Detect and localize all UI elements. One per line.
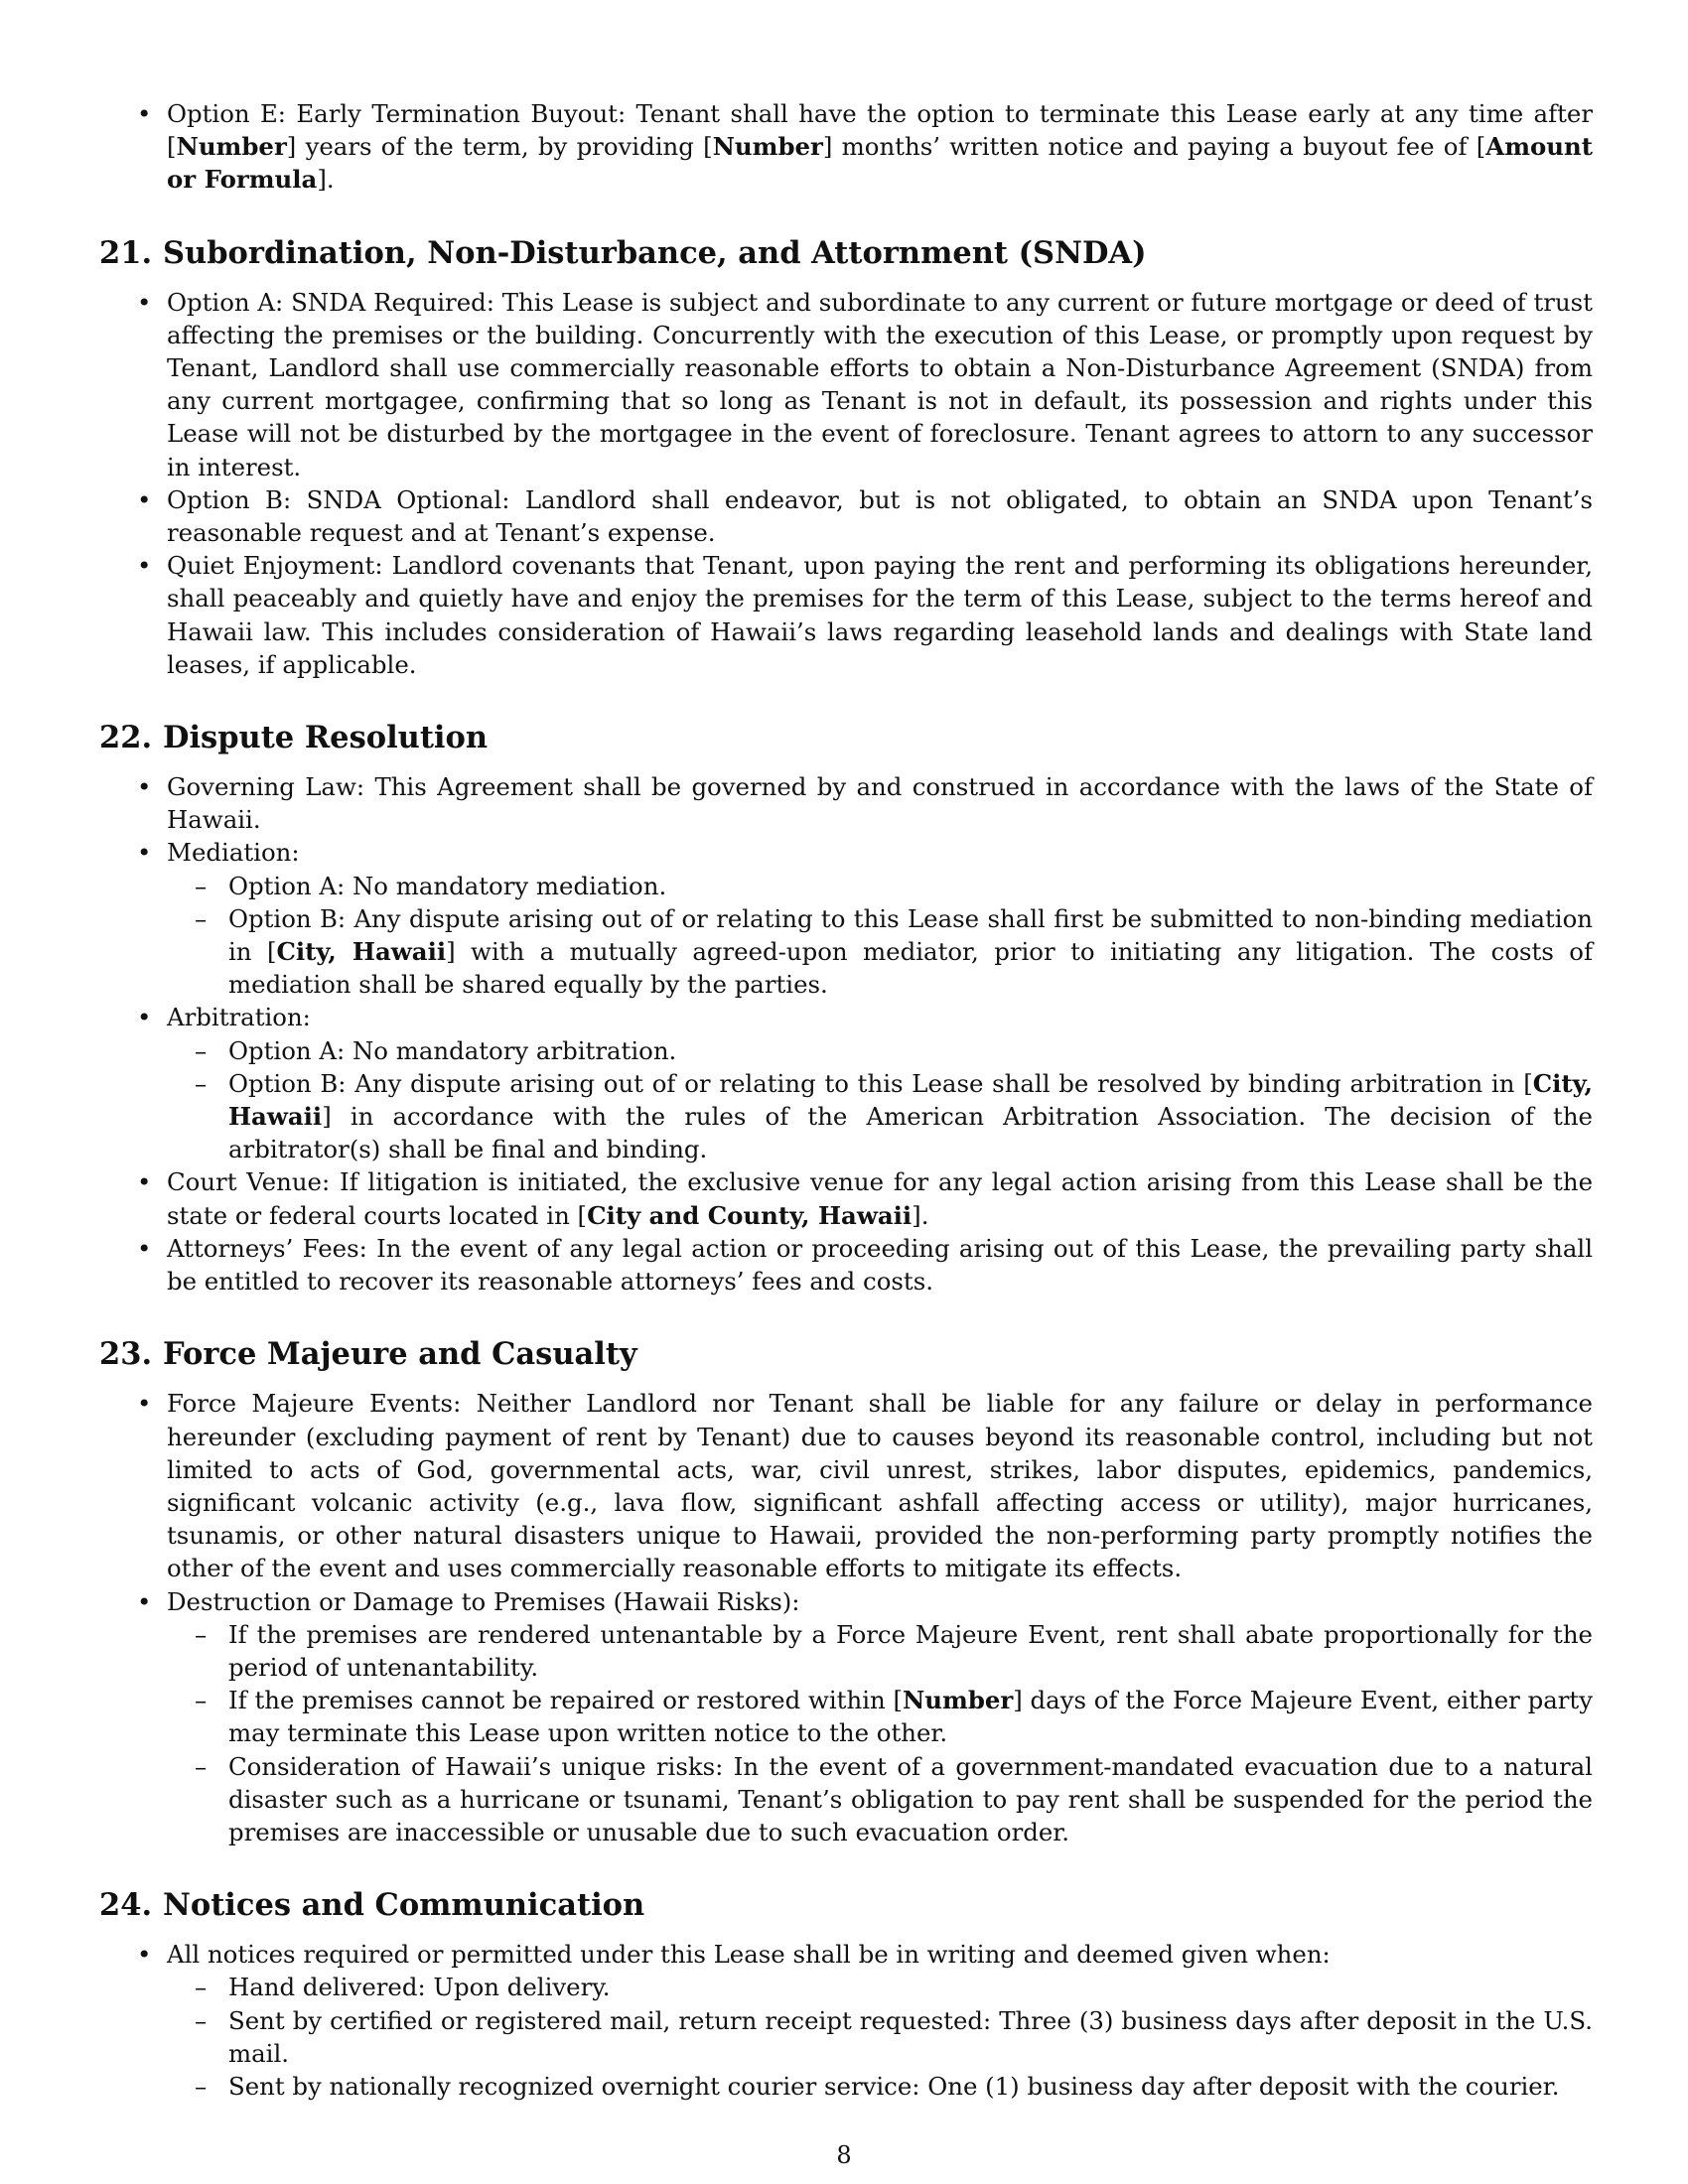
- page-number: 8: [836, 2141, 852, 2169]
- snda-option-b: • Option B: SNDA Optional: Landlord shall endeavor, but is not obligated, to obtain an SNDA upon Tenant’s reasonable request and at Tenant’s expense.: [99, 483, 1593, 549]
- termination-right: – If the premises cannot be repaired or restored within [Number] days of the Force Majeure Event, either party may terminate this Lease upon written notice to the other.: [167, 1684, 1593, 1749]
- notice-overnight-courier: – Sent by nationally recognized overnight courier service: One (1) business day after deposit with the courier.: [167, 2070, 1593, 2103]
- section-23-list: [99, 1387, 1593, 1848]
- mediation-option-b: – Option B: Any dispute arising out of or relating to this Lease shall first be submitted to non-binding mediation in [City, Hawaii] with a mutually agreed-upon mediator, prior to initiating any litigation. The costs of mediation shall be shared equally by the parties.: [167, 902, 1593, 1002]
- intro-list: [99, 97, 1593, 197]
- section-23-heading: 23. Force Majeure and Casualty: [99, 1336, 637, 1373]
- mediation-option-a: – Option A: No mandatory mediation.: [167, 870, 1593, 902]
- section-21-list: [99, 286, 1593, 681]
- destruction-items: [167, 1618, 1593, 1848]
- notices-general: • All notices required or permitted under this Lease shall be in writing and deemed given when: – Hand delivered: Upon delivery. – Sent by certified or registered mail, return receipt requested: Three (3) business days after deposit in the U.S. mail. – Sent by nationally recognized overnight courier service: One (1) business day after deposit with the courier.: [99, 1938, 1593, 2103]
- section-24-heading: 24. Notices and Communication: [99, 1887, 645, 1924]
- document-page: [99, 97, 1593, 2103]
- force-majeure-events: • Force Majeure Events: Neither Landlord nor Tenant shall be liable for any failure or delay in performance hereunder (excluding payment of rent by Tenant) due to causes beyond its reasonable control, including but not limited to acts of God, governmental acts, war, civil unrest, strikes, labor disputes, epidemics, pandemics, significant volcanic activity (e.g., lava flow, significant ashfall affecting access or utility), major hurricanes, tsunamis, or other natural disasters unique to Hawaii, provided the non-performing party promptly notifies the other of the event and uses commercially reasonable efforts to mitigate its effects.: [99, 1387, 1593, 1584]
- snda-option-a: • Option A: SNDA Required: This Lease is subject and subordinate to any current or future mortgage or deed of trust affecting the premises or the building. Concurrently with the execution of this Lease, or promptly upon request by Tenant, Landlord shall use commercially reasonable efforts to obtain a Non-Disturbance Agreement (SNDA) from any current mortgagee, confirming that so long as Tenant is not in default, its possession and rights under this Lease will not be disturbed by the mortgagee in the event of foreclosure. Tenant agrees to attorn to any successor in interest.: [99, 286, 1593, 483]
- rent-abatement: – If the premises are rendered untenantable by a Force Majeure Event, rent shall abate proportionally for the period of untenantability.: [167, 1618, 1593, 1684]
- mediation: • Mediation: – Option A: No mandatory mediation. – Option B: Any dispute arising out of or relating to this Lease shall first be submitted to non-binding mediation in [City, Hawaii] with a mutually agreed-upon mediator, prior to initiating any litigation. The costs of mediation shall be shared equally by the parties.: [99, 836, 1593, 1001]
- quiet-enjoyment: • Quiet Enjoyment: Landlord covenants that Tenant, upon paying the rent and performing its obligations hereunder, shall peaceably and quietly have and enjoy the premises for the term of this Lease, subject to the terms hereof and Hawaii law. This includes consideration of Hawaii’s laws regarding leasehold lands and dealings with State land leases, if applicable.: [99, 549, 1593, 681]
- attorneys-fees: • Attorneys’ Fees: In the event of any legal action or proceeding arising out of this Lease, the prevailing party shall be entitled to recover its reasonable attorneys’ fees and costs.: [99, 1232, 1593, 1297]
- governing-law: • Governing Law: This Agreement shall be governed by and construed in accordance with the laws of the State of Hawaii.: [99, 770, 1593, 836]
- option-e-early-termination: • Option E: Early Termination Buyout: Tenant shall have the option to terminate this Lease early at any time after [Number] years of the term, by providing [Number] months’ written notice and paying a buyout fee of [Amount or Formula].: [99, 97, 1593, 197]
- arbitration: • Arbitration: – Option A: No mandatory arbitration. – Option B: Any dispute arising out of or relating to this Lease shall be resolved by binding arbitration in [City, Hawaii] in accordance with the rules of the American Arbitration Association. The decision of the arbitrator(s) shall be final and binding.: [99, 1001, 1593, 1165]
- mediation-options: [167, 870, 1593, 1002]
- arbitration-option-b: – Option B: Any dispute arising out of or relating to this Lease shall be resolved by binding arbitration in [City, Hawaii] in accordance with the rules of the American Arbitration Association. The decision of the arbitrator(s) shall be final and binding.: [167, 1067, 1593, 1166]
- section-22-list: [99, 770, 1593, 1297]
- court-venue: • Court Venue: If litigation is initiated, the exclusive venue for any legal action arising from this Lease shall be the state or federal courts located in [City and County, Hawaii].: [99, 1165, 1593, 1231]
- arbitration-option-a: – Option A: No mandatory arbitration.: [167, 1034, 1593, 1067]
- section-21-heading: 21. Subordination, Non-Disturbance, and Attornment (SNDA): [99, 234, 1147, 271]
- notice-certified-mail: – Sent by certified or registered mail, return receipt requested: Three (3) business days after deposit in the U.S. mail.: [167, 2004, 1593, 2070]
- section-24-list: [99, 1938, 1593, 2103]
- notice-hand-delivered: – Hand delivered: Upon delivery.: [167, 1971, 1593, 2003]
- notice-methods: [167, 1971, 1593, 2103]
- section-22-heading: 22. Dispute Resolution: [99, 720, 489, 756]
- destruction-damage: • Destruction or Damage to Premises (Hawaii Risks): – If the premises are rendered untenantable by a Force Majeure Event, rent shall abate proportionally for the period of untenantability. – If the premises cannot be repaired or restored within [Number] days of the Force Majeure Event, either party may terminate this Lease upon written notice to the other. – Consideration of Hawaii’s unique risks: In the event of a government-mandated evacuation due to a natural disaster such as a hurricane or tsunami, Tenant’s obligation to pay rent shall be suspended for the period the premises are inaccessible or unusable due to such evacuation order.: [99, 1585, 1593, 1849]
- arbitration-options: [167, 1034, 1593, 1166]
- evacuation-suspension: – Consideration of Hawaii’s unique risks: In the event of a government-mandated evacuation due to a natural disaster such as a hurricane or tsunami, Tenant’s obligation to pay rent shall be suspended for the period the premises are inaccessible or unusable due to such evacuation order.: [167, 1750, 1593, 1849]
